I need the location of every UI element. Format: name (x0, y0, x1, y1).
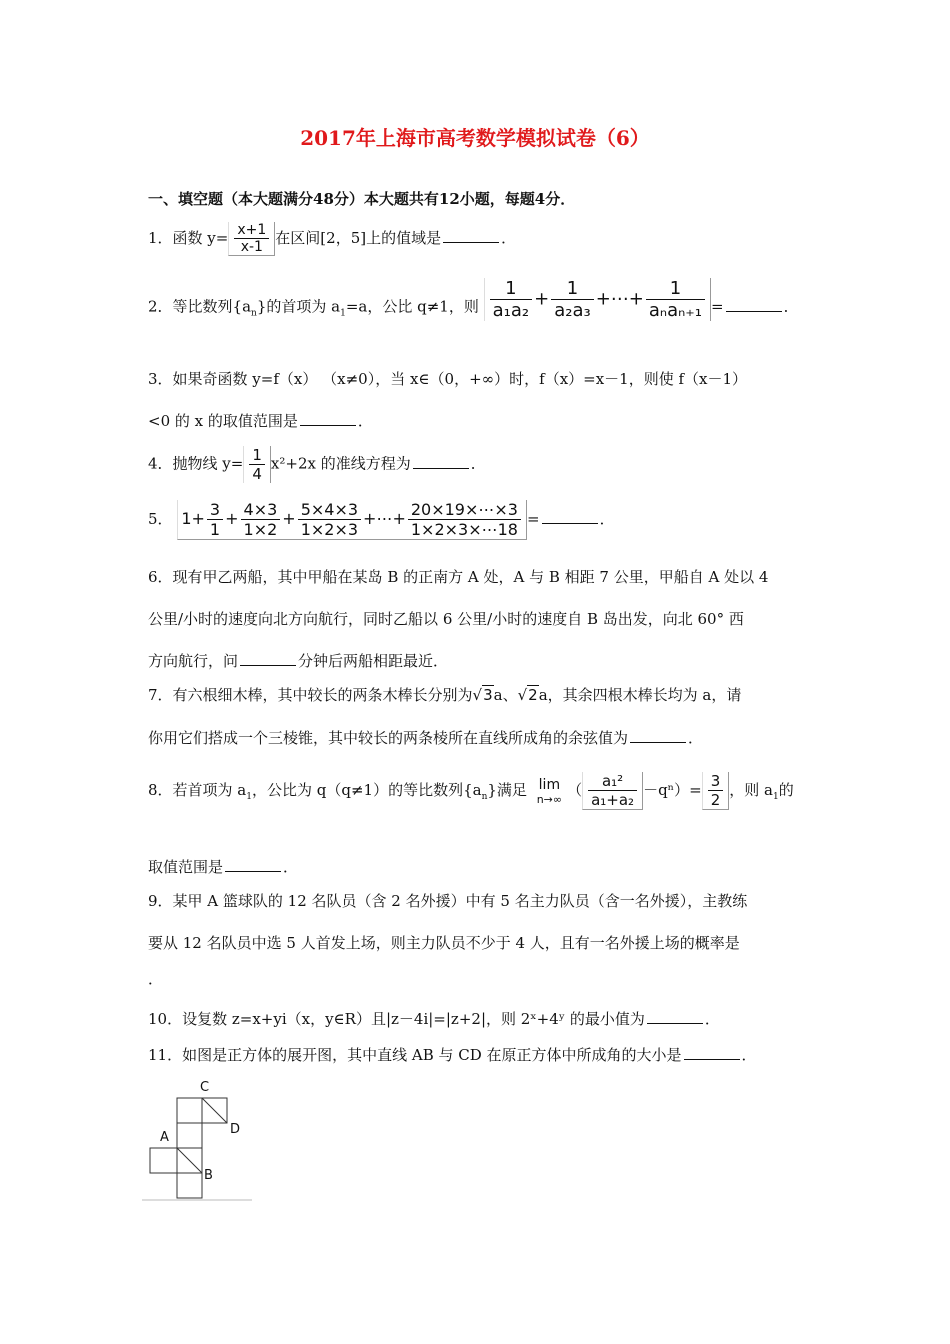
q8-sub-1: 1 (246, 792, 252, 802)
q2-sub-1: 1 (340, 308, 346, 319)
q8-mid: ，公比为 q（q≠1）的等比数列{a (252, 781, 482, 799)
question-6-line-3 (148, 650, 448, 671)
question-2 (148, 278, 799, 329)
question-10 (148, 1008, 720, 1029)
net-square-3 (177, 1123, 202, 1148)
q8-mid2: }满足 (487, 781, 527, 799)
q2-frac2-den: a₂a₃ (554, 300, 591, 321)
q5-equals: = (526, 510, 540, 528)
q2-frac3-num: 1 (646, 278, 705, 300)
q5-frac3-num: 5×4×3 (298, 500, 361, 520)
q5-start: 1+ (181, 509, 205, 528)
q7-radicand-1: 3 (483, 686, 493, 704)
q4-end: ． (470, 454, 486, 473)
question-6-line-2: 公里/小时的速度向北方向航行，同时乙船以 6 公里/小时的速度自 B 岛出发，向北 60° 西 (148, 610, 744, 628)
q8-answer-blank (225, 870, 281, 872)
q2-frac3-den: aₙaₙ₊₁ (648, 300, 702, 321)
question-9-line-3: ． (148, 970, 164, 988)
q2-dots: +⋯+ (595, 288, 644, 310)
q11-text: 11．如图是正方体的展开图，其中直线 AB 与 CD 在原正方体中所成角的大小是 (148, 1046, 682, 1064)
question-4 (148, 446, 486, 483)
q8-end: ． (283, 858, 299, 876)
q11-answer-blank (684, 1058, 740, 1060)
q2-mid: }的首项为 a (256, 297, 341, 316)
q4-answer-blank (413, 467, 469, 469)
q2-frac1-num: 1 (490, 278, 533, 300)
q8-lim-sub: n→∞ (536, 792, 563, 806)
q2-mid2: =a，公比 q≠1，则 (345, 297, 479, 316)
q5-frac2-den: 1×2 (243, 520, 278, 539)
question-6-line-1: 6．现有甲乙两船，其中甲船在某岛 B 的正南方 A 处，A 与 B 相距 7 公里，甲船自 A 处以 4 (148, 568, 769, 586)
q5-dots: +⋯+ (363, 509, 406, 528)
q4-prefix: 4．抛物线 y= (148, 454, 244, 473)
q1-text: 在区间[2，5]上的值域是 (275, 229, 442, 247)
q7-line1-post: a，其余四根木棒长均为 a，请 (538, 686, 742, 704)
q6-line3-pre: 方向航行，问 (148, 652, 239, 670)
q7-sqrt-2: √2 (517, 686, 538, 704)
question-5 (148, 500, 615, 540)
q2-prefix: 2．等比数列{a (148, 297, 252, 316)
net-square-4 (150, 1148, 177, 1173)
question-1 (148, 222, 516, 256)
q5-frac4-num: 20×19×⋯×3 (408, 500, 521, 520)
q8-frac-num: a₁² (588, 772, 637, 791)
q10-answer-blank (647, 1022, 703, 1024)
q7-radicand-2: 2 (528, 686, 538, 704)
question-8 (148, 772, 794, 810)
q3-line2-text: <0 的 x 的取值范围是 (148, 412, 298, 430)
q5-frac4-den: 1×2×3×⋯18 (410, 520, 518, 539)
q8-prefix: 8．若首项为 a (148, 781, 247, 799)
q10-end: ． (704, 1010, 720, 1028)
q8-rhs-num: 3 (708, 772, 724, 791)
q4-denominator: 4 (252, 465, 262, 483)
q1-end: ． (501, 229, 517, 247)
q8-lim: lim (538, 776, 561, 793)
section-heading: 一、填空题（本大题满分48分）本大题共有12小题，每题4分． (148, 190, 576, 208)
q2-answer-blank (726, 310, 782, 312)
q8-fraction (582, 772, 643, 810)
q8-limit (534, 777, 565, 806)
q2-equals: = (711, 297, 724, 316)
q7-line2-pre: 你用它们搭成一个三棱锥，其中较长的两条棱所在直线所成角的余弦值为 (148, 729, 629, 747)
q7-end: ． (688, 729, 704, 747)
q8-paren: （ (567, 781, 583, 799)
question-11 (148, 1044, 757, 1065)
q5-frac1-den: 1 (209, 520, 221, 539)
q2-sub-n: n (251, 308, 257, 319)
cube-net-svg (140, 1080, 260, 1205)
q7-sqrt-3: √3 (472, 686, 493, 704)
q2-end: ． (783, 297, 799, 316)
label-a: A (160, 1130, 169, 1145)
q8-frac-den: a₁+a₂ (591, 791, 635, 809)
q1-answer-blank (443, 241, 499, 243)
q5-frac3-den: 1×2×3 (300, 520, 359, 539)
q5-sum-expression: 1+ $\frac{3}{1}$ + $\frac{4\times 3}{1\times 2}$ + $\frac{5\times 4\times 3}{1\times 2\times 3}$ +⋯+ $\frac{20\times 19\times\cdots\times 3}{1\times 2\times 3\times\cdots 18}$ (177, 500, 527, 540)
q11-end: ． (741, 1046, 757, 1064)
q2-frac1-den: a₁a₂ (492, 300, 530, 321)
q5-frac1-num: 3 (207, 500, 223, 520)
q5-prefix: 5． (148, 510, 173, 528)
q2-frac2-num: 1 (551, 278, 594, 300)
q1-numerator: x+1 (234, 222, 269, 239)
page-title: 2017年上海市高考数学模拟试卷（6） (300, 126, 650, 150)
q8-rhs-den: 2 (710, 791, 721, 809)
q4-fraction (243, 446, 271, 483)
q5-frac2-num: 4×3 (241, 500, 281, 520)
q10-text: 10．设复数 z=x+yi（x，y∈R）且|z－4i|=|z+2|，则 2ˣ+4ʸ 的最小值为 (148, 1010, 645, 1028)
q3-answer-blank (300, 424, 356, 426)
q1-denominator: x-1 (240, 239, 263, 255)
question-9-line-1: 9．某甲 A 篮球队的 12 名队员（含 2 名外援）中有 5 名主力队员（含一名外援），主教练 (148, 892, 748, 910)
q1-fraction (228, 222, 275, 256)
q6-line3-post: 分钟后两船相距最近． (298, 652, 449, 670)
q2-sum-expression (484, 278, 711, 321)
q7-unit-1: a、 (493, 686, 518, 704)
question-3-line-2 (148, 410, 373, 431)
label-d: D (230, 1122, 241, 1137)
label-c: C (200, 1080, 210, 1095)
q8-post2: 的 (778, 781, 794, 799)
q4-numerator: 1 (249, 446, 265, 465)
q4-text: x²+2x 的准线方程为 (270, 454, 411, 473)
q8-line2-pre: 取值范围是 (148, 858, 224, 876)
line-cd (202, 1098, 227, 1123)
q8-post: ，则 a (729, 781, 773, 799)
q8-post-sub: 1 (773, 792, 779, 802)
q8-rhs (702, 772, 730, 810)
q3-end: ． (357, 412, 373, 430)
line-ab (177, 1148, 202, 1173)
q8-sub-n: n (481, 792, 488, 802)
net-square-6 (177, 1173, 202, 1198)
question-8-line-2 (148, 856, 298, 877)
q6-answer-blank (240, 664, 296, 666)
q2-plus: + (534, 288, 550, 310)
cube-net-diagram (140, 1080, 260, 1205)
question-7-line-1 (148, 684, 741, 705)
net-square-1 (177, 1098, 202, 1123)
question-3-line-1: 3．如果奇函数 y=f（x） （x≠0），当 x∈（0，+∞）时，f（x）=x－1，则使 f（x－1） (148, 370, 748, 388)
question-9-line-2: 要从 12 名队员中选 5 人首发上场，则主力队员不少于 4 人，且有一名外援上场的概率是 (148, 934, 740, 952)
q7-line1-pre: 7．有六根细木棒，其中较长的两条木棒长分别为 (148, 686, 473, 704)
q8-minus: －qⁿ）= (643, 781, 702, 799)
q5-end: ． (599, 510, 615, 528)
label-b: B (204, 1168, 213, 1183)
q1-prefix: 1．函数 y= (148, 229, 229, 247)
q7-answer-blank (630, 741, 686, 743)
question-7-line-2 (148, 727, 703, 748)
q5-answer-blank (542, 522, 598, 524)
